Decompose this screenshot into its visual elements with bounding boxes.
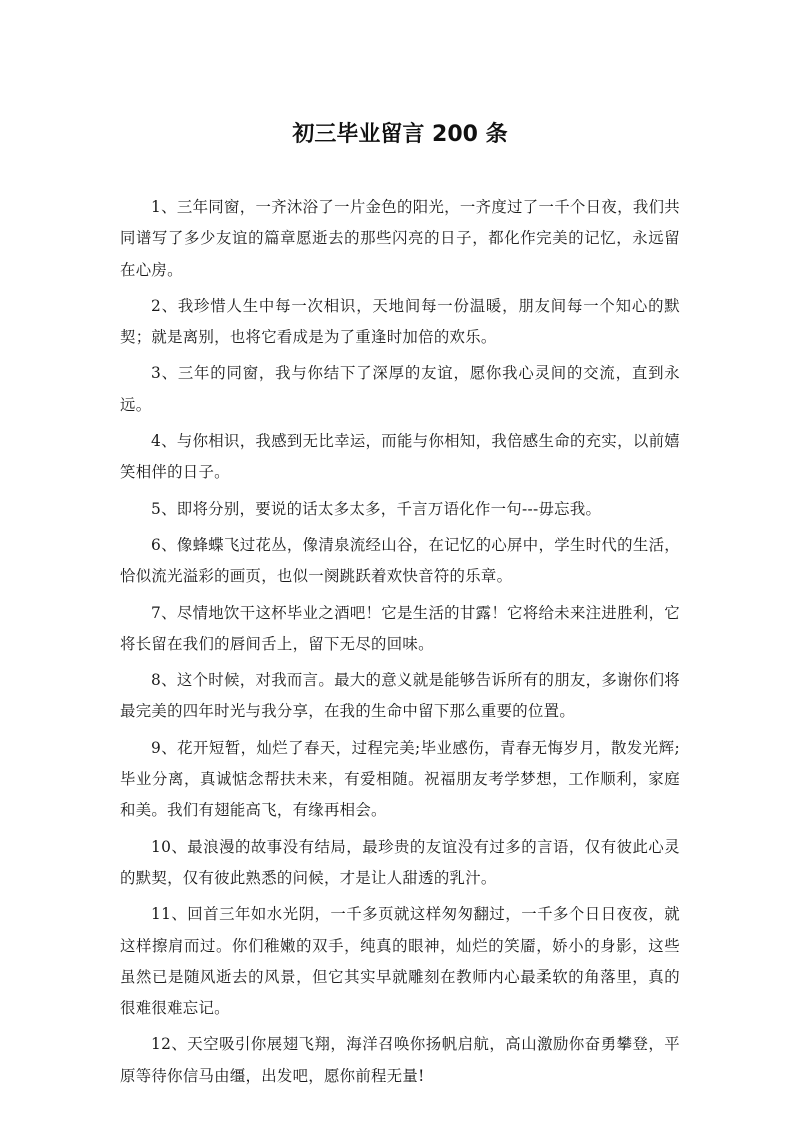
paragraph-5: 5、即将分别，要说的话太多太多，千言万语化作一句---毋忘我。: [151, 499, 602, 518]
paragraph-1: 1、三年同窗，一齐沐浴了一片金色的阳光，一齐度过了一千个日夜，我们共同谱写了多少友谊的篇章愿逝去的那些闪亮的日子，都化作完美的记忆，永远留在心房。: [120, 198, 680, 279]
paragraph-4: 4、与你相识，我感到无比幸运，而能与你相知，我倍感生命的充实，以前嬉笑相伴的日子。: [120, 432, 680, 482]
paragraph-7: 7、尽情地饮干这杯毕业之酒吧！它是生活的甘露！它将给未来注进胜利，它将长留在我们的唇间舌上，留下无尽的回味。: [120, 603, 680, 653]
paragraph-6: 6、像蜂蝶飞过花丛，像清泉流经山谷，在记忆的心屏中，学生时代的生活，恰似流光溢彩的画页，也似一阕跳跃着欢快音符的乐章。: [120, 535, 680, 586]
paragraph-2: 2、我珍惜人生中每一次相识，天地间每一份温暖，朋友间每一个知心的默契；就是离别，也将它看成是为了重逢时加倍的欢乐。: [120, 296, 680, 347]
paragraph-10: 10、最浪漫的故事没有结局，最珍贵的友谊没有过多的言语，仅有彼此心灵的默契，仅有彼此熟悉的问候，才是让人甜透的乳汁。: [120, 837, 680, 887]
page-title: 初三毕业留言 200 条: [292, 122, 508, 147]
paragraph-3: 3、三年的同窗，我与你结下了深厚的友谊，愿你我心灵间的交流，直到永远。: [120, 364, 680, 414]
document-body: [120, 192, 680, 1097]
paragraph-11: 11、回首三年如水光阴，一千多页就这样匆匆翻过，一千多个日日夜夜，就这样擦肩而过。你们稚嫩的双手，纯真的眼神，灿烂的笑靥，娇小的身影，这些虽然已是随风逝去的风景，但它其实早就雕刻在教师内心最柔软的角落里，真的很难很难忘记。: [120, 905, 680, 1018]
paragraph-8: 8、这个时候，对我而言。最大的意义就是能够告诉所有的朋友，多谢你们将最完美的四年时光与我分享，在我的生命中留下那么重要的位置。: [120, 671, 680, 721]
paragraph-9: 9、花开短暂，灿烂了春天，过程完美;毕业感伤，青春无悔岁月，散发光辉;毕业分离，真诚惦念帮扶未来，有爱相随。祝福朋友考学梦想，工作顺利，家庭和美。我们有翅能高飞，有缘再相会。: [120, 738, 680, 820]
paragraph-12: 12、天空吸引你展翅飞翔，海洋召唤你扬帆启航，高山激励你奋勇攀登，平原等待你信马由缰，出发吧，愿你前程无量!: [120, 1035, 680, 1085]
